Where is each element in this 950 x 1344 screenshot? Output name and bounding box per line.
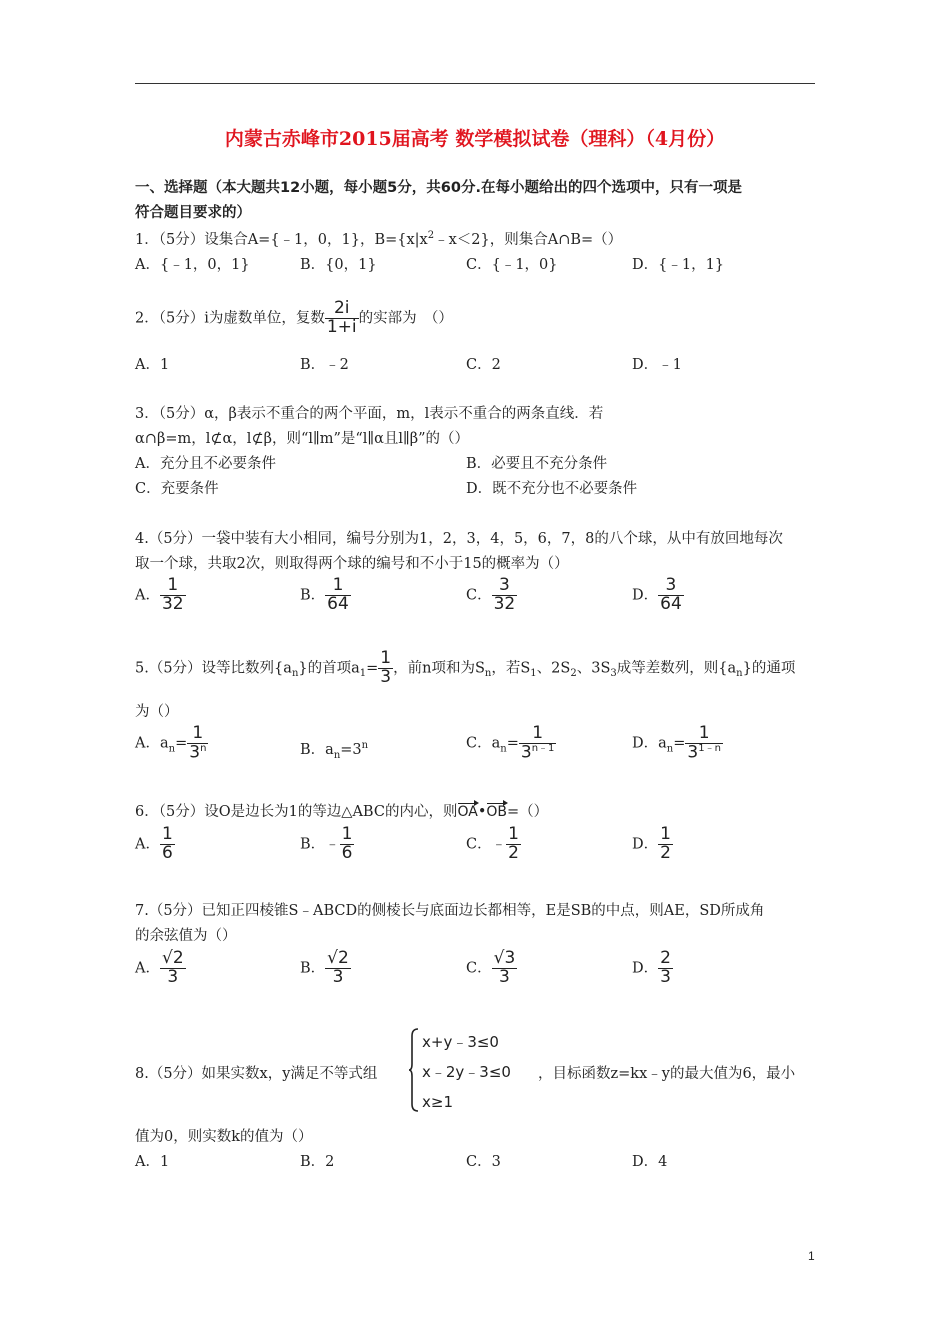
- q6-option-b: [300, 826, 354, 863]
- q4-b-fraction: [325, 577, 351, 614]
- q4-a-den: 32: [161, 593, 184, 614]
- q3-option-c: C．充要条件: [135, 481, 219, 497]
- q7-option-c: [466, 950, 517, 987]
- q4-b-label: B．: [300, 587, 326, 604]
- page-number: 1: [808, 1249, 815, 1263]
- section-heading-line1: 一、选择题（本大题共12小题，每小题5分，共60分.在每小题给出的四个选项中，只有一项是: [135, 180, 742, 196]
- q8-line2: 值为0，则实数k的值为（）: [135, 1129, 313, 1145]
- q6-option-c: [466, 826, 521, 863]
- q6-text-pre: 6．（5分）设O是边长为1的等边△ABC的内心，则: [135, 804, 458, 820]
- q5-b-a: a: [325, 742, 334, 758]
- q7-d-num: 2: [660, 948, 671, 968]
- q7-c-num: √3: [493, 948, 516, 968]
- q4-line2: 取一个球，共取2次，则取得两个球的编号和不小于15的概率为（）: [135, 556, 569, 572]
- q4-c-den: 32: [493, 593, 516, 614]
- q2-option-b: B．﹣2: [300, 357, 349, 373]
- q5-a-sub: n: [168, 743, 176, 755]
- q8-inequality-3: x≥1: [422, 1093, 453, 1111]
- q5-num: 1: [380, 648, 392, 668]
- q5-d-sub: n: [666, 743, 674, 755]
- q6-c-fraction: [506, 826, 521, 863]
- q6-option-d: [632, 826, 673, 863]
- q3-option-a: A．充分且不必要条件: [135, 456, 276, 472]
- q5-option-b: [300, 738, 368, 761]
- q6-vector-oa: OA: [457, 804, 478, 820]
- question-1: [135, 228, 622, 249]
- q6-c-den: 2: [508, 842, 519, 863]
- q5-a-num: 1: [192, 723, 204, 743]
- q4-a-label: A．: [135, 587, 160, 604]
- question-6: [135, 800, 548, 821]
- q5-b-eq: =3: [340, 742, 362, 758]
- q4-b-den: 64: [327, 593, 349, 614]
- question-2: [135, 300, 453, 337]
- q7-a-den: 3: [160, 968, 186, 987]
- q8-option-b: B．2: [300, 1154, 335, 1170]
- q5-b-sub: n: [333, 749, 341, 761]
- q5-c-fraction: [519, 725, 557, 762]
- q7-option-d: [632, 950, 673, 987]
- q5-a-eq: =: [175, 735, 188, 752]
- q4-b-num: 1: [332, 575, 344, 595]
- q8-option-a: A．1: [135, 1154, 170, 1170]
- q5-c-exp: n﹣1: [531, 742, 555, 754]
- q8-inequality-2: x﹣2y﹣3≤0: [422, 1063, 511, 1081]
- q5-c-base: 3: [520, 742, 532, 763]
- header-rule: [135, 83, 815, 84]
- q8-left-brace: [409, 1028, 419, 1112]
- q6-d-label: D．: [632, 836, 659, 853]
- q5-sub-n2: n: [484, 668, 492, 680]
- q8-option-d: D．4: [632, 1154, 668, 1170]
- q5-option-d: [632, 725, 723, 762]
- q5-c-sub: n: [500, 743, 507, 755]
- q5-d-label: D．: [632, 735, 659, 752]
- q8-option-c: C．3: [466, 1154, 501, 1170]
- q6-b-num: 1: [341, 824, 353, 844]
- q5-d-exp: 1﹣n: [698, 742, 721, 754]
- q4-option-b: [300, 577, 351, 614]
- q6-c-sign: ﹣: [491, 836, 507, 853]
- q7-d-label: D．: [632, 960, 659, 977]
- q4-c-label: C．: [466, 587, 492, 604]
- q5-d-a: a: [658, 735, 667, 752]
- q5-t1: 5.（5分）设等比数列{a: [135, 660, 292, 677]
- q7-c-label: C．: [466, 960, 492, 977]
- q5-sub-1b: 1: [530, 668, 537, 680]
- q6-a-fraction: [160, 826, 175, 863]
- q5-d-num: 1: [698, 723, 710, 743]
- section-heading-line2: 符合题目要求的）: [135, 205, 251, 221]
- q6-b-den: 6: [341, 842, 353, 863]
- q7-line1: 7.（5分）已知正四棱锥S﹣ABCD的侧棱长与底面边长都相等，E是SB的中点，则AE，SD所成角: [135, 903, 765, 919]
- q4-d-fraction: [658, 577, 684, 614]
- q7-b-den: 3: [325, 968, 351, 987]
- q4-a-fraction: [160, 577, 186, 614]
- q4-a-num: 1: [167, 575, 179, 595]
- q5-d-fraction: [685, 725, 723, 762]
- q5-t7: 成等差数列，则{a: [616, 660, 737, 677]
- q3-option-b: B．必要且不充分条件: [466, 456, 608, 472]
- q7-line2: 的余弦值为（）: [135, 928, 237, 944]
- q5-a-label: A．: [135, 735, 160, 752]
- q6-c-num: 1: [508, 824, 519, 844]
- q2-fraction: [325, 300, 359, 337]
- q5-sub-2: 2: [570, 668, 577, 680]
- q5-sub-1: 1: [359, 668, 367, 680]
- q5-t5: 、2S: [536, 660, 571, 677]
- q5-c-a: a: [491, 735, 501, 752]
- q5-sub-n: n: [291, 668, 299, 680]
- q5-a-exp: n: [200, 742, 207, 754]
- page-title: 内蒙古赤峰市2015届高考 数学模拟试卷（理科）（4月份）: [224, 128, 726, 150]
- q8-text-post: ，目标函数z=kx﹣y的最大值为6，最小: [538, 1066, 796, 1082]
- q5-t6: 、3S: [576, 660, 611, 677]
- q7-c-fraction: [492, 950, 518, 987]
- q5-d-eq: =: [673, 735, 686, 752]
- q6-a-num: 1: [161, 824, 173, 844]
- q1-option-c: C．{﹣1，0}: [466, 257, 558, 273]
- q7-a-num: √2: [161, 948, 184, 968]
- q1-option-d: D．{﹣1，1}: [632, 257, 725, 273]
- q5-t4: ，若S: [491, 660, 531, 677]
- q6-b-label: B．: [300, 836, 326, 853]
- q5-fraction: [378, 650, 393, 687]
- q5-a-a: a: [159, 735, 169, 752]
- q5-line2: 为（）: [135, 704, 179, 720]
- q7-d-den: 3: [660, 966, 671, 987]
- q4-c-num: 3: [499, 575, 510, 595]
- q5-d-den: [685, 743, 723, 763]
- q1-option-a: A．{﹣1，0，1}: [135, 257, 250, 273]
- q5-c-den: [519, 743, 557, 763]
- q5-c-label: C．: [466, 735, 492, 752]
- q6-b-fraction: [340, 826, 355, 863]
- q7-b-label: B．: [300, 960, 326, 977]
- q6-b-sign: ﹣: [325, 836, 340, 853]
- q2-text-post: 的实部为 （）: [358, 310, 453, 327]
- q4-d-den: 64: [660, 593, 682, 614]
- q5-sub-3: 3: [610, 668, 617, 680]
- q1-text-pre: 1．（5分）设集合A={﹣1，0，1}，B={x|x: [135, 232, 428, 248]
- q3-line2: α∩β=m，l⊄α，l⊄β，则“l∥m”是“l∥α且l∥β”的（）: [135, 431, 470, 447]
- q5-a-base: 3: [189, 742, 201, 763]
- q7-b-fraction: [325, 950, 351, 987]
- q6-vector-ob: OB: [486, 804, 508, 820]
- q1-option-b: B．{0，1}: [300, 257, 377, 273]
- q5-a-fraction: [187, 725, 208, 762]
- q7-d-fraction: [658, 950, 673, 987]
- q2-numerator: 2i: [333, 298, 350, 318]
- q4-option-a: [135, 577, 186, 614]
- q7-option-b: [300, 950, 351, 987]
- q6-text-post: =（）: [507, 804, 549, 820]
- question-5: [135, 650, 795, 687]
- q1-text-post: ﹣x＜2}，则集合A∩B=（）: [434, 232, 623, 248]
- q4-d-num: 3: [665, 575, 677, 595]
- q5-c-eq: =: [506, 735, 519, 752]
- q5-t2: }的首项a: [298, 660, 360, 677]
- q2-option-d: D．﹣1: [632, 357, 682, 373]
- q8-inequality-1: x+y﹣3≤0: [422, 1033, 499, 1051]
- q4-option-c: [466, 577, 517, 614]
- q5-sub-n3: n: [736, 668, 743, 680]
- q2-option-a: A．1: [135, 357, 170, 373]
- q5-c-num: 1: [532, 723, 544, 743]
- q5-eq: =: [366, 660, 379, 677]
- q5-a-den: [187, 743, 208, 763]
- q7-option-a: [135, 950, 186, 987]
- q4-c-fraction: [492, 577, 518, 614]
- q5-b-label: B．: [300, 742, 326, 758]
- q6-a-label: A．: [135, 836, 160, 853]
- q4-option-d: [632, 577, 684, 614]
- q1-exponent: 2: [427, 230, 435, 242]
- q5-option-c: [466, 725, 556, 762]
- q7-a-fraction: [160, 950, 186, 987]
- q5-option-a: [135, 725, 208, 762]
- q3-line1: 3．（5分）α，β表示不重合的两个平面，m，l表示不重合的两条直线．若: [135, 406, 604, 422]
- q6-c-label: C．: [466, 836, 492, 853]
- q2-text-pre: 2．（5分）i为虚数单位，复数: [135, 310, 325, 327]
- q7-b-num: √2: [327, 948, 349, 968]
- q7-c-den: 3: [492, 968, 518, 987]
- q6-dot: •: [477, 804, 487, 820]
- q6-option-a: [135, 826, 175, 863]
- q5-b-exp: n: [361, 740, 369, 752]
- q4-d-label: D．: [632, 587, 659, 604]
- q5-d-base: 3: [687, 742, 699, 763]
- q2-option-c: C．2: [466, 357, 501, 373]
- q6-a-den: 6: [161, 842, 173, 863]
- q6-d-num: 1: [660, 824, 671, 844]
- q2-denominator: 1+i: [326, 316, 357, 337]
- q3-option-d: D．既不充分也不必要条件: [466, 481, 638, 497]
- q4-line1: 4.（5分）一袋中装有大小相同，编号分别为1，2，3，4，5，6，7，8的八个球，从中有放回地每次: [135, 531, 783, 547]
- q5-den: 3: [380, 666, 392, 687]
- q8-text-pre: 8.（5分）如果实数x，y满足不等式组: [135, 1066, 378, 1082]
- q5-t3: ，前n项和为S: [393, 660, 485, 677]
- q6-d-fraction: [658, 826, 673, 863]
- q6-d-den: 2: [660, 842, 671, 863]
- q7-a-label: A．: [135, 960, 160, 977]
- q5-t8: }的通项: [742, 660, 796, 677]
